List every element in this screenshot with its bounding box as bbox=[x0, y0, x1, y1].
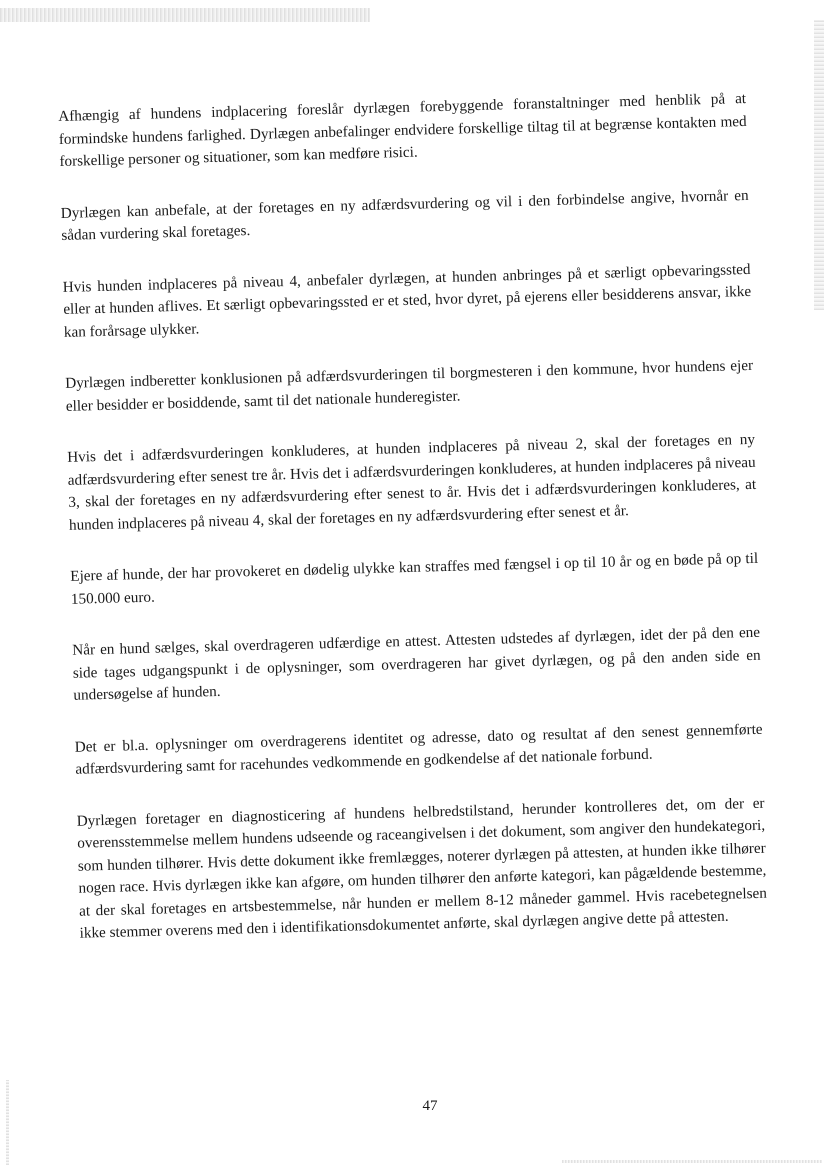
paragraph-4: Dyrlægen indberetter konklusionen på adfærdsvurderingen til borgmesteren i den kommune, hvor hundens ejer eller besidder er bosiddende, samt til det nationale hunderegister. bbox=[65, 356, 754, 415]
paragraph-7: Når en hund sælges, skal overdrageren udfærdige en attest. Attesten udstedes af dyrlægen, idet der på den ene side tages udgangspunkt i de oplysninger, som overdrageren har givet dyrlægen, og på den anden side en undersøgelse af hunden. bbox=[72, 623, 761, 704]
scan-artifact-bottom bbox=[562, 1160, 822, 1163]
scan-artifact-top bbox=[0, 8, 370, 22]
scan-artifact-left bbox=[6, 1080, 9, 1165]
paragraph-3: Hvis hunden indplaceres på niveau 4, anbefaler dyrlægen, at hunden anbringes på et særligt opbevaringssted eller at hunden aflives. Et særligt opbevaringssted er et sted, hvor dyret, på ejerens eller besidderens ansvar, ikke kan forårsage ulykker. bbox=[62, 260, 752, 341]
paragraph-9: Dyrlægen foretager en diagnosticering af hundens helbredstilstand, herunder kontrolleres det, om der er overensstemmelse mellem hundens udseende og raceangivelsen i det dokument, som angiver den hundekategori, som hunden tilhører. Hvis dette dokument ikke fremlægges, noterer dyrlægen på attesten, at hunden ikke tilhører nogen race. Hvis dyrlægen ikke kan afgøre, om hunden tilhører den anførte kategori, kan pågældende bestemme, at der skal foretages en artsbestemmelse, når hunden er mellem 8-12 måneder gammel. Hvis racebetegnelsen ikke stemmer overens med den i identifikationsdokumentet anførte, skal dyrlægen angive dette på attesten. bbox=[76, 794, 768, 942]
paragraph-6: Ejere af hunde, der har provokeret en dødelig ulykke kan straffes med fængsel i op til 10 år og en bøde på op til 150.000 euro. bbox=[70, 549, 759, 608]
paragraph-8: Det er bl.a. oplysninger om overdragerens identitet og adresse, dato og resultat af den senest gennemførte adfærdsvurdering samt for racehundes vedkommende en godkendelse af det nationale forbund. bbox=[74, 720, 763, 778]
document-body bbox=[58, 88, 768, 974]
scan-artifact-right bbox=[814, 20, 824, 310]
paragraph-1: Afhængig af hundens indplacering foreslår dyrlægen forebyggende foranstaltninger med henblik på at formindske hundens farlighed. Dyrlægen anbefalinger endvidere forskellige tiltag til at begrænse kontakten med forskellige personer og situationer, som kan medføre risici. bbox=[58, 89, 747, 170]
page-number: 47 bbox=[422, 1098, 438, 1114]
paragraph-5: Hvis det i adfærdsvurderingen konkluderes, at hunden indplaceres på niveau 2, skal der foretages en ny adfærdsvurdering efter senest tre år. Hvis det i adfærdsvurderingen konkluderes, at hunden indplaceres på niveau 3, skal der foretages en ny adfærdsvurdering efter senest to år. Hvis det i adfærdsvurderingen konkluderes, at hunden indplaceres på niveau 4, skal der foretages en ny adfærdsvurdering efter senest et år. bbox=[66, 430, 757, 534]
paragraph-2: Dyrlægen kan anbefale, at der foretages en ny adfærdsvurdering og vil i den forbindelse angive, hvornår en sådan vurdering skal foretages. bbox=[60, 186, 749, 244]
